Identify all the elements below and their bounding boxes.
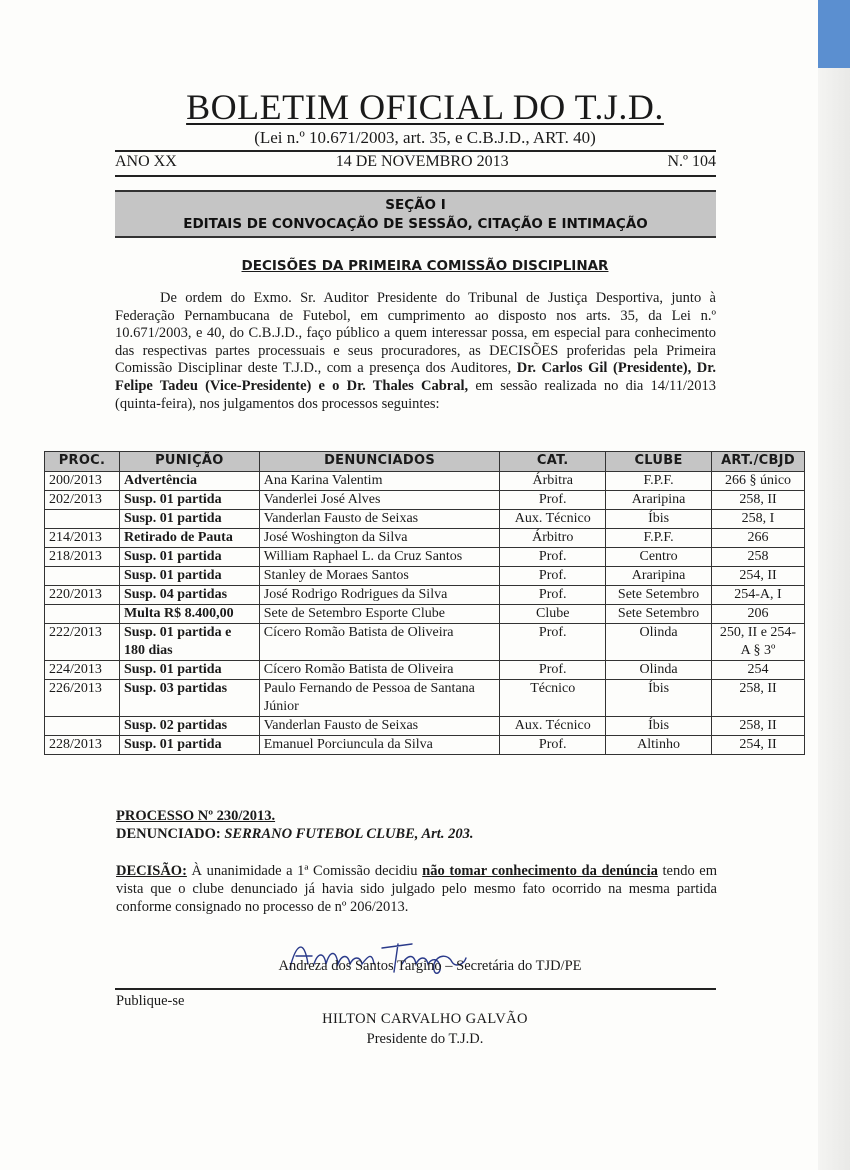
decision-highlight: não tomar conhecimento da denúncia: [422, 863, 658, 879]
header-cat: CAT.: [500, 452, 606, 472]
denounced-value: SERRANO FUTEBOL CLUBE, Art. 203.: [224, 826, 474, 842]
issue-info-row: [115, 153, 716, 171]
cell-art: 258: [711, 548, 804, 567]
cell-clube: Íbis: [606, 680, 712, 717]
cell-cat: Prof.: [500, 567, 606, 586]
cell-punicao: Susp. 01 partida e 180 dias: [119, 624, 259, 661]
header-denunciados: DENUNCIADOS: [259, 452, 500, 472]
table-row: [45, 680, 805, 717]
cell-art: 206: [711, 605, 804, 624]
cell-proc: 228/2013: [45, 736, 120, 755]
cell-proc: 214/2013: [45, 529, 120, 548]
decisions-table: [44, 451, 805, 755]
cell-denunciado: Cícero Romão Batista de Oliveira: [259, 661, 500, 680]
cell-cat: Prof.: [500, 624, 606, 661]
cell-punicao: Susp. 02 partidas: [119, 717, 259, 736]
president-title: Presidente do T.J.D.: [366, 1031, 484, 1047]
table-row: [45, 661, 805, 680]
intro-paragraph: [115, 290, 716, 413]
cell-punicao: Advertência: [119, 472, 259, 491]
section-banner: [115, 190, 716, 238]
publique-se: Publique-se: [116, 993, 185, 1009]
cell-cat: Clube: [500, 605, 606, 624]
cell-clube: Olinda: [606, 624, 712, 661]
table-row: [45, 736, 805, 755]
cell-denunciado: Stanley de Moraes Santos: [259, 567, 500, 586]
footer-rule: [115, 988, 716, 990]
table-row: [45, 567, 805, 586]
scanner-edge-strip: [818, 68, 850, 1170]
cell-cat: Prof.: [500, 736, 606, 755]
cell-clube: Altinho: [606, 736, 712, 755]
cell-clube: F.P.F.: [606, 472, 712, 491]
issue-year: ANO XX: [115, 153, 177, 170]
cell-denunciado: William Raphael L. da Cruz Santos: [259, 548, 500, 567]
cell-punicao: Susp. 01 partida: [119, 567, 259, 586]
cell-punicao: Susp. 01 partida: [119, 736, 259, 755]
table-row: [45, 717, 805, 736]
cell-proc: 226/2013: [45, 680, 120, 717]
cell-proc: 224/2013: [45, 661, 120, 680]
header-art: ART./CBJD: [711, 452, 804, 472]
cell-clube: Araripina: [606, 491, 712, 510]
table-row: [45, 472, 805, 491]
cell-art: 250, II e 254-A § 3º: [711, 624, 804, 661]
cell-denunciado: Ana Karina Valentim: [259, 472, 500, 491]
table-row: [45, 491, 805, 510]
table-row: [45, 510, 805, 529]
page-subtitle: (Lei n.º 10.671/2003, art. 35, e C.B.J.D., ART. 40): [254, 128, 596, 147]
cell-clube: Centro: [606, 548, 712, 567]
header-punicao: PUNIÇÃO: [119, 452, 259, 472]
cell-art: 254: [711, 661, 804, 680]
cell-proc: 222/2013: [45, 624, 120, 661]
intro-text-b: em sessão realizada no dia 14/11/2013 (quinta-feira), nos julgamentos dos processos seguintes:: [115, 377, 717, 412]
cell-clube: Íbis: [606, 717, 712, 736]
cell-punicao: Susp. 03 partidas: [119, 680, 259, 717]
table-row: [45, 529, 805, 548]
cell-proc: 220/2013: [45, 586, 120, 605]
cell-cat: Prof.: [500, 491, 606, 510]
process-number: PROCESSO Nº 230/2013.: [116, 808, 276, 824]
cell-clube: Olinda: [606, 661, 712, 680]
issue-date: 14 DE NOVEMBRO 2013: [335, 153, 509, 170]
cell-denunciado: Cícero Romão Batista de Oliveira: [259, 624, 500, 661]
decision-paragraph: [116, 862, 717, 916]
table-row: [45, 586, 805, 605]
cell-denunciado: Paulo Fernando de Pessoa de Santana Júnior: [259, 680, 500, 717]
intro-text-a: De ordem do Exmo. Sr. Auditor Presidente do Tribunal de Justiça Desportiva, junto à Federação Pernambucana de Futebol, em cumprimento ao disposto nos arts. 35, da Lei n.º 10.671/2003, e 40, do C.B.J.D., faço público a quem interessar possa, em especial para conhecimento das respectivas partes processuais e seus procuradores, as DECISÕES proferidas pela Primeira Comissão Disciplinar deste T.J.D., com a presença dos Auditores,: [115, 290, 716, 377]
cell-proc: [45, 510, 120, 529]
cell-cat: Técnico: [500, 680, 606, 717]
secretary-signature-line: Andreza dos Santos Targino – Secretária do TJD/PE: [278, 958, 582, 974]
cell-cat: Árbitro: [500, 529, 606, 548]
cell-punicao: Retirado de Pauta: [119, 529, 259, 548]
denounced-label: DENUNCIADO:: [116, 826, 221, 842]
decision-text-b: tendo em vista que o clube denunciado já havia sido julgado pelo mesmo fato ocorrido na mesma partida conforme consignado no processo de nº 206/2013.: [116, 863, 718, 915]
cell-proc: 200/2013: [45, 472, 120, 491]
intro-auditors: Dr. Carlos Gil (Presidente), Dr. Felipe Tadeu (Vice-Presidente) e o Dr. Thales Cabral,: [115, 360, 716, 394]
table-row: [45, 624, 805, 661]
cell-cat: Aux. Técnico: [500, 717, 606, 736]
cell-proc: 202/2013: [45, 491, 120, 510]
cell-denunciado: Vanderlan Fausto de Seixas: [259, 717, 500, 736]
header-clube: CLUBE: [606, 452, 712, 472]
cell-proc: [45, 605, 120, 624]
cell-proc: 218/2013: [45, 548, 120, 567]
scanner-edge-tab: [818, 0, 850, 68]
table-body: [45, 472, 805, 755]
table-header-row: [45, 452, 805, 472]
header-rule-bottom: [115, 175, 716, 177]
cell-denunciado: Vanderlan Fausto de Seixas: [259, 510, 500, 529]
cell-clube: Íbis: [606, 510, 712, 529]
cell-art: 254, II: [711, 736, 804, 755]
issue-number: N.º 104: [667, 153, 716, 170]
cell-clube: Sete Setembro: [606, 605, 712, 624]
cell-clube: Araripina: [606, 567, 712, 586]
cell-proc: [45, 717, 120, 736]
cell-denunciado: José Rodrigo Rodrigues da Silva: [259, 586, 500, 605]
cell-denunciado: Emanuel Porciuncula da Silva: [259, 736, 500, 755]
cell-cat: Prof.: [500, 586, 606, 605]
decisions-heading: DECISÕES DA PRIMEIRA COMISSÃO DISCIPLINAR: [241, 258, 609, 274]
table-row: [45, 548, 805, 567]
decision-label: DECISÃO:: [116, 863, 187, 879]
cell-art: 258, II: [711, 491, 804, 510]
president-name: HILTON CARVALHO GALVÃO: [322, 1011, 528, 1027]
header-rule-top: [115, 150, 716, 152]
table-row: [45, 605, 805, 624]
cell-art: 258, II: [711, 680, 804, 717]
decision-text-a: À unanimidade a 1ª Comissão decidiu: [191, 863, 418, 879]
cell-art: 266 § único: [711, 472, 804, 491]
cell-clube: F.P.F.: [606, 529, 712, 548]
cell-cat: Aux. Técnico: [500, 510, 606, 529]
cell-punicao: Susp. 04 partidas: [119, 586, 259, 605]
cell-clube: Sete Setembro: [606, 586, 712, 605]
section-title: EDITAIS DE CONVOCAÇÃO DE SESSÃO, CITAÇÃO E INTIMAÇÃO: [183, 216, 648, 232]
cell-cat: Prof.: [500, 661, 606, 680]
cell-art: 258, II: [711, 717, 804, 736]
cell-punicao: Susp. 01 partida: [119, 510, 259, 529]
cell-punicao: Multa R$ 8.400,00: [119, 605, 259, 624]
header-proc: PROC.: [45, 452, 120, 472]
cell-punicao: Susp. 01 partida: [119, 548, 259, 567]
page-title: BOLETIM OFICIAL DO T.J.D.: [186, 87, 664, 127]
cell-punicao: Susp. 01 partida: [119, 661, 259, 680]
cell-denunciado: José Woshington da Silva: [259, 529, 500, 548]
cell-denunciado: Vanderlei José Alves: [259, 491, 500, 510]
cell-cat: Árbitra: [500, 472, 606, 491]
cell-cat: Prof.: [500, 548, 606, 567]
cell-art: 254, II: [711, 567, 804, 586]
cell-punicao: Susp. 01 partida: [119, 491, 259, 510]
cell-art: 254-A, I: [711, 586, 804, 605]
cell-art: 266: [711, 529, 804, 548]
process-denounced: [116, 826, 717, 843]
cell-art: 258, I: [711, 510, 804, 529]
cell-proc: [45, 567, 120, 586]
cell-denunciado: Sete de Setembro Esporte Clube: [259, 605, 500, 624]
section-number: SEÇÃO I: [385, 197, 446, 213]
